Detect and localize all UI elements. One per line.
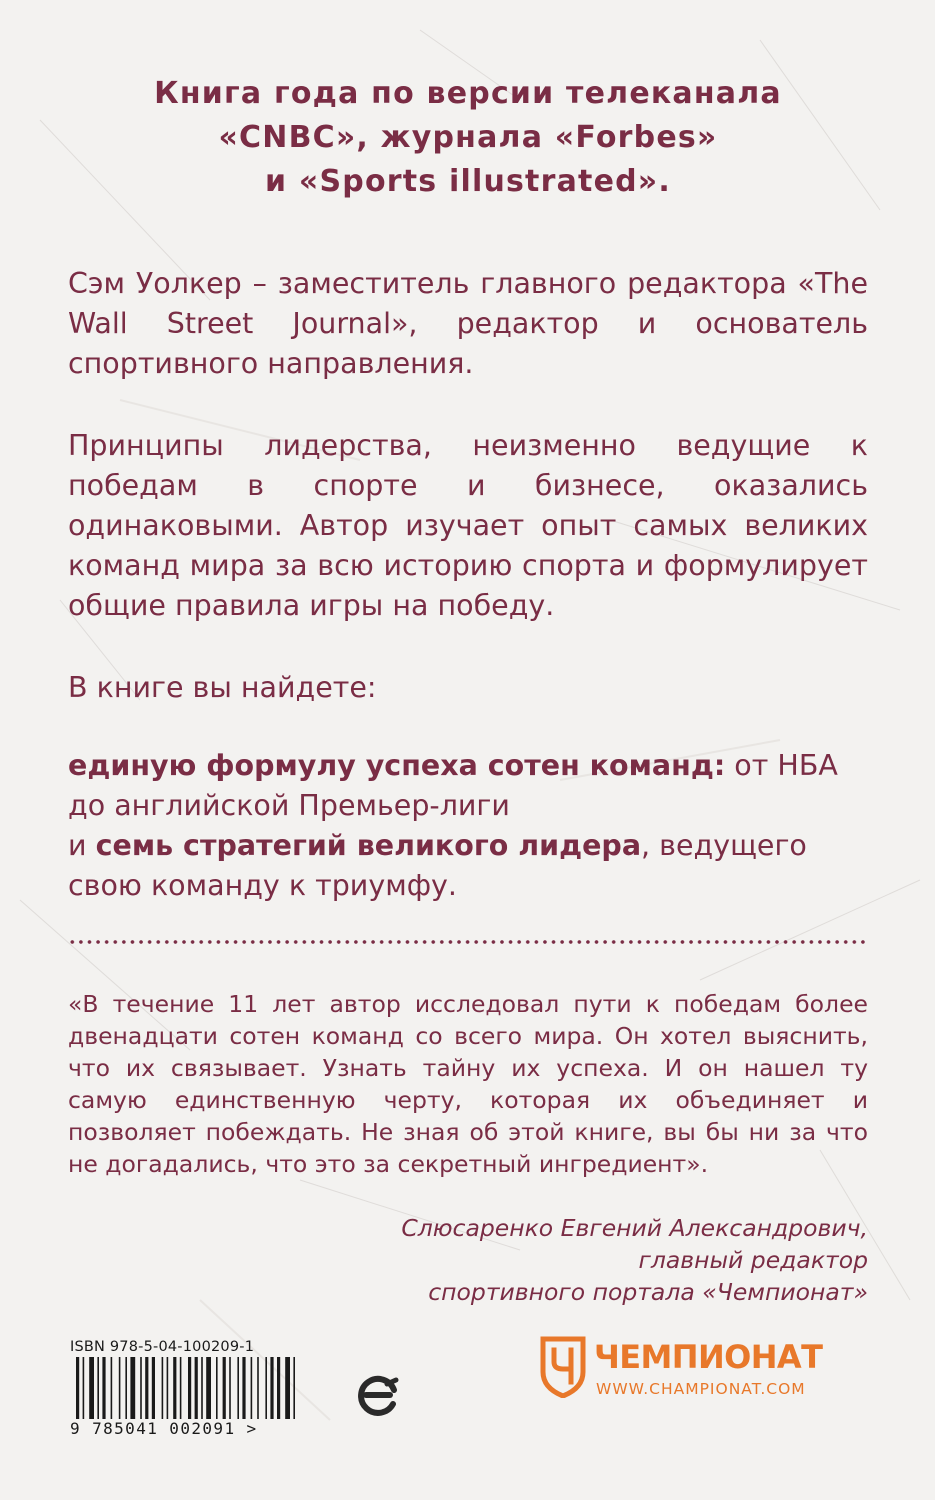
barcode-bar (223, 1357, 226, 1419)
barcode-bar (206, 1357, 211, 1419)
barcode-bar (145, 1357, 148, 1419)
barcode-bar (140, 1357, 142, 1419)
barcode-bar (152, 1357, 155, 1419)
barcode-bar (195, 1357, 198, 1419)
headline (68, 72, 868, 204)
barcode-bar (173, 1357, 176, 1419)
barcode-bar (188, 1357, 191, 1419)
championat-url: WWW.CHAMPIONAT.COM (596, 1380, 806, 1398)
eksmo-e-icon (354, 1374, 400, 1420)
barcode-bar (89, 1357, 94, 1419)
feature-2-bold: семь стратегий великого лидера (95, 829, 642, 862)
barcode-bar (265, 1357, 267, 1419)
championat-shield-icon (540, 1336, 586, 1398)
barcode-bar (125, 1357, 127, 1419)
barcode-bar (251, 1357, 253, 1419)
feature-2-text: , ведущего свою команду к триумфу. (68, 829, 807, 902)
barcode-bar (285, 1357, 290, 1419)
features-paragraph (68, 746, 868, 906)
barcode-bar (216, 1357, 218, 1419)
headline-line-2: «CNBC», журнала «Forbes» (218, 120, 718, 155)
barcode-bar (242, 1357, 245, 1419)
championat-name: ЧЕМПИОНАТ (594, 1338, 823, 1376)
feature-1-text: от НБА до английской Премьер-лиги (68, 749, 838, 822)
barcode-bar (237, 1357, 239, 1419)
barcode-bar (277, 1357, 280, 1419)
barcode-digits: 9 785041 002091 > (70, 1419, 258, 1438)
barcode-bar (83, 1357, 85, 1419)
barcode-bar (180, 1357, 182, 1419)
signature-title: главный редактор (638, 1246, 868, 1274)
feature-2-prefix: и (68, 829, 96, 862)
dotted-divider (68, 940, 868, 944)
barcode-bar (293, 1357, 295, 1419)
barcode-bar (270, 1357, 273, 1419)
barcode-bar (102, 1357, 105, 1419)
isbn-text: ISBN 978-5-04-100209-1 (70, 1339, 255, 1355)
principles-paragraph: Принципы лидерства, неизменно ведущие к победам в спорте и бизнесе, оказались одинаковыми. Автор изучает опыт самых великих команд мира за всю историю спорта и формулирует общие правила игры на победу. (68, 429, 868, 622)
barcode-bar (119, 1357, 121, 1419)
headline-line-1: Книга года по версии телеканала (154, 76, 782, 111)
you-will-find-line: В книге вы найдете: (68, 671, 377, 704)
signature-name: Слюсаренко Евгений Александрович, (401, 1214, 868, 1242)
feature-1-bold: единую формулу успеха сотен команд: (68, 749, 726, 782)
barcode-bar (162, 1357, 164, 1419)
barcode-bar (167, 1357, 169, 1419)
barcode-bars (70, 1357, 340, 1419)
barcode-bar (76, 1357, 79, 1419)
back-cover-content (68, 72, 868, 1308)
barcode-bar (257, 1357, 259, 1419)
signature-portal: спортивного портала «Чемпионат» (428, 1278, 868, 1306)
headline-line-3: и «Sports illustrated». (265, 164, 671, 199)
author-paragraph: Сэм Уолкер – заместитель главного редактора «The Wall Street Journal», редактор и основатель спортивного направления. (68, 267, 868, 380)
barcode-bar (201, 1357, 203, 1419)
isbn-barcode (70, 1339, 340, 1437)
championat-logo (540, 1336, 870, 1406)
quote-signature (68, 1212, 868, 1308)
barcode-bar (97, 1357, 99, 1419)
barcode-bar (229, 1357, 231, 1419)
barcode-bar (111, 1357, 113, 1419)
barcode-bar (130, 1357, 135, 1419)
review-quote: «В течение 11 лет автор исследовал пути к победам более двенадцати сотен команд со всего мира. Он хотел выяснить, что их связывает. Узнать тайну их успеха. И он нашел ту самую единственную черту, которая их объединяет и позволяет побеждать. Не зная об этой книге, вы бы ни за что не догадались, что это за секретный ингредиент». (68, 990, 868, 1178)
